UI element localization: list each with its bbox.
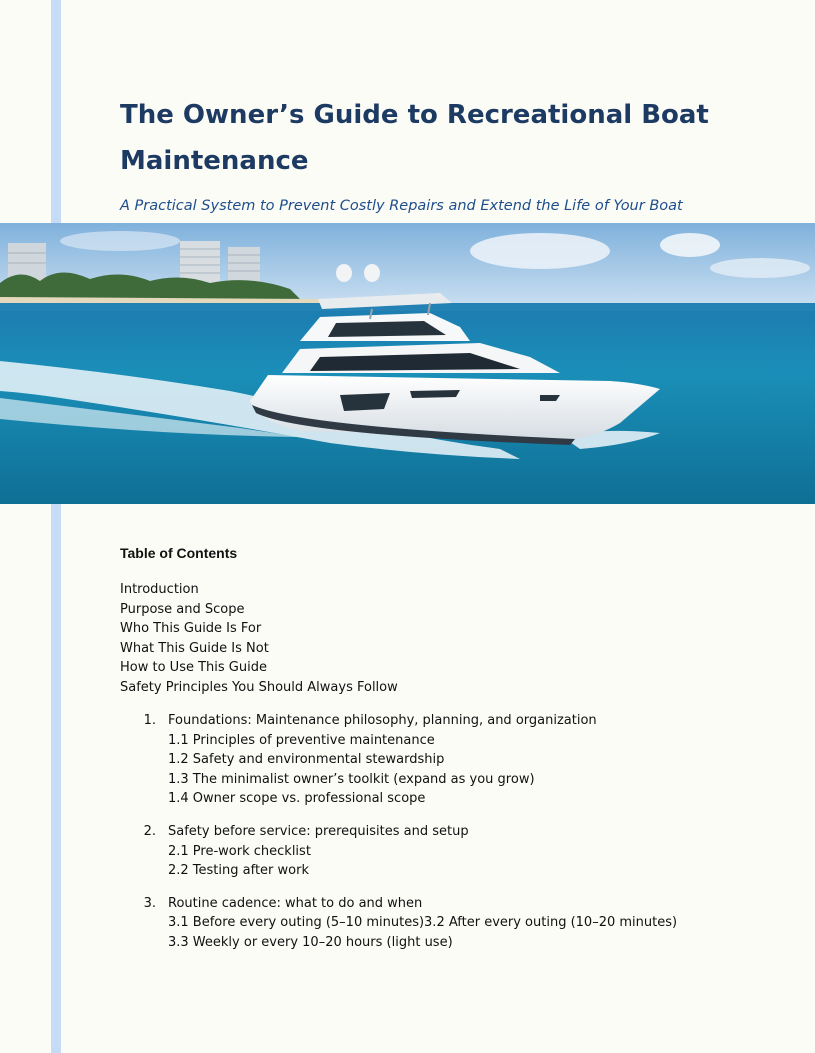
- hero-yacht-photo: [0, 223, 815, 504]
- subsection-item[interactable]: 3.1 Before every outing (5–10 minutes)3.2 After every outing (10–20 minutes): [168, 915, 678, 931]
- section-number: 3.: [143, 895, 156, 911]
- subsection-item[interactable]: 2.2 Testing after work: [168, 863, 309, 879]
- subsection-list: [120, 842, 760, 881]
- toc-section-list: [120, 711, 760, 966]
- section-title[interactable]: Routine cadence: what to do and when: [168, 895, 423, 911]
- toc-intro-item[interactable]: How to Use This Guide: [120, 660, 267, 676]
- toc-intro-item[interactable]: What This Guide Is Not: [120, 640, 269, 656]
- toc-heading: Table of Contents: [120, 545, 238, 561]
- side-accent-bar: [51, 0, 61, 1053]
- toc-section: [120, 894, 760, 953]
- toc-intro-item[interactable]: Safety Principles You Should Always Follow: [120, 679, 398, 695]
- toc-section: [120, 822, 760, 881]
- section-number: 1.: [143, 713, 156, 728]
- section-number: 2.: [143, 823, 156, 839]
- section-title[interactable]: Safety before service: prerequisites and setup: [168, 823, 469, 839]
- toc-intro-item[interactable]: Introduction: [120, 582, 199, 597]
- toc-intro-list: [120, 580, 398, 698]
- toc-section: [120, 711, 760, 809]
- toc-intro-item[interactable]: Who This Guide Is For: [120, 621, 262, 637]
- subsection-list: [120, 731, 760, 809]
- subsection-item[interactable]: 1.4 Owner scope vs. professional scope: [168, 791, 426, 807]
- subsection-item[interactable]: 2.1 Pre-work checklist: [168, 843, 311, 859]
- toc-intro-item[interactable]: Purpose and Scope: [120, 601, 245, 617]
- subsection-item[interactable]: 1.3 The minimalist owner’s toolkit (expand as you grow): [168, 771, 535, 787]
- subsection-item[interactable]: 1.1 Principles of preventive maintenance: [168, 732, 435, 748]
- document-title: The Owner’s Guide to Recreational Boat Maintenance: [120, 100, 709, 176]
- document-subtitle: A Practical System to Prevent Costly Repairs and Extend the Life of Your Boat: [120, 198, 683, 214]
- section-title[interactable]: Foundations: Maintenance philosophy, planning, and organization: [168, 713, 597, 728]
- subsection-item[interactable]: 1.2 Safety and environmental stewardship: [168, 752, 445, 768]
- subsection-list: [120, 913, 760, 952]
- subsection-item[interactable]: 3.3 Weekly or every 10–20 hours (light use): [168, 934, 453, 950]
